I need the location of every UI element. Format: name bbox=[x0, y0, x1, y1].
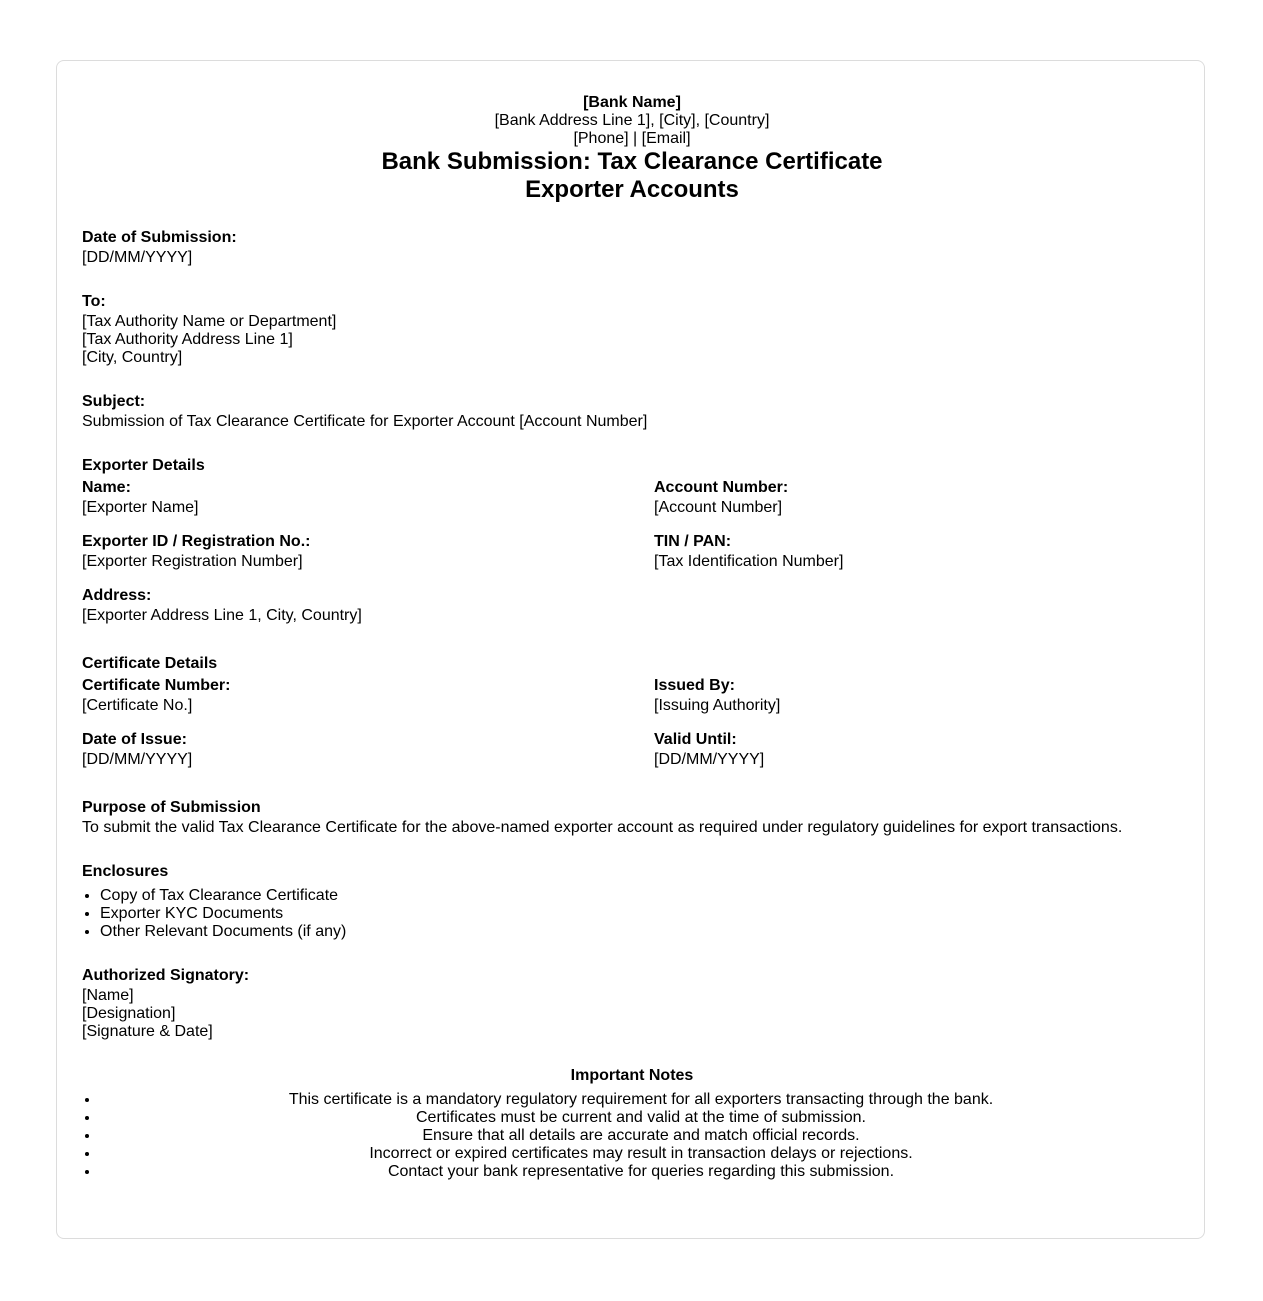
tin-pan-field bbox=[654, 531, 1182, 571]
field-value: [DD/MM/YYYY] bbox=[82, 751, 193, 768]
purpose-heading: Purpose of Submission bbox=[82, 799, 261, 816]
note-item: • Incorrect or expired certificates may result in transaction delays or rejections. bbox=[100, 1145, 1182, 1163]
recipient-line: [Tax Authority Address Line 1] bbox=[82, 331, 293, 348]
exporter-id-field bbox=[82, 531, 654, 571]
submission-date-block bbox=[82, 227, 1182, 267]
field-value: [Exporter Name] bbox=[82, 499, 199, 516]
enclosures-list bbox=[82, 887, 1182, 941]
field-label: Address: bbox=[82, 587, 152, 604]
field-value: [Account Number] bbox=[654, 499, 783, 516]
issued-by-field bbox=[654, 675, 1182, 715]
document-page bbox=[56, 60, 1205, 1239]
field-value: [DD/MM/YYYY] bbox=[654, 751, 765, 768]
field-label: Name: bbox=[82, 479, 131, 496]
exporter-address-field bbox=[82, 585, 654, 625]
exporter-details-heading: Exporter Details bbox=[82, 457, 205, 474]
field-value: [Exporter Registration Number] bbox=[82, 553, 303, 570]
field-label: Account Number: bbox=[654, 479, 789, 496]
signatory-section bbox=[82, 965, 1182, 1041]
submission-date-label: Date of Submission: bbox=[82, 229, 237, 246]
purpose-section bbox=[82, 797, 1182, 837]
recipient-block bbox=[82, 291, 1182, 367]
document-content bbox=[82, 94, 1182, 1181]
enclosures-heading: Enclosures bbox=[82, 863, 169, 880]
valid-until-field bbox=[654, 729, 1182, 769]
signatory-line: [Signature & Date] bbox=[82, 1023, 213, 1040]
note-item: • Certificates must be current and valid at the time of submission. bbox=[100, 1109, 1182, 1127]
bank-name: [Bank Name] bbox=[583, 94, 681, 111]
recipient-line: [Tax Authority Name or Department] bbox=[82, 313, 337, 330]
exporter-details-grid bbox=[82, 477, 1182, 625]
important-notes-list bbox=[82, 1091, 1182, 1181]
signatory-label: Authorized Signatory: bbox=[82, 967, 250, 984]
bank-header bbox=[82, 94, 1182, 204]
field-label: Issued By: bbox=[654, 677, 735, 694]
exporter-name-field bbox=[82, 477, 654, 517]
field-label: Date of Issue: bbox=[82, 731, 187, 748]
signatory-line: [Designation] bbox=[82, 1005, 176, 1022]
field-label: Certificate Number: bbox=[82, 677, 231, 694]
certificate-details-section bbox=[82, 653, 1182, 769]
certificate-number-field bbox=[82, 675, 654, 715]
subject-block bbox=[82, 391, 1182, 431]
subject-value: Submission of Tax Clearance Certificate for Exporter Account [Account Number] bbox=[82, 413, 648, 430]
note-item: • This certificate is a mandatory regulatory requirement for all exporters transacting through the bank. bbox=[100, 1091, 1182, 1109]
enclosure-item: • Copy of Tax Clearance Certificate bbox=[100, 887, 1182, 905]
purpose-text: To submit the valid Tax Clearance Certificate for the above-named exporter account as required under regulatory guidelines for export transactions. bbox=[82, 819, 1123, 836]
certificate-details-grid bbox=[82, 675, 1182, 769]
document-title-line2: Exporter Accounts bbox=[525, 176, 739, 203]
bank-contact: [Phone] | [Email] bbox=[573, 130, 691, 147]
note-item: • Ensure that all details are accurate and match official records. bbox=[100, 1127, 1182, 1145]
document-title-line1: Bank Submission: Tax Clearance Certificate bbox=[381, 148, 883, 175]
important-notes-heading: Important Notes bbox=[570, 1067, 694, 1084]
subject-label: Subject: bbox=[82, 393, 146, 410]
recipient-label: To: bbox=[82, 293, 106, 310]
enclosures-section bbox=[82, 861, 1182, 941]
field-label: Valid Until: bbox=[654, 731, 737, 748]
enclosure-item: • Exporter KYC Documents bbox=[100, 905, 1182, 923]
submission-date-value: [DD/MM/YYYY] bbox=[82, 249, 193, 266]
recipient-line: [City, Country] bbox=[82, 349, 183, 366]
field-value: [Certificate No.] bbox=[82, 697, 193, 714]
account-number-field bbox=[654, 477, 1182, 517]
signatory-line: [Name] bbox=[82, 987, 134, 1004]
field-label: TIN / PAN: bbox=[654, 533, 732, 550]
bank-address: [Bank Address Line 1], [City], [Country] bbox=[494, 112, 770, 129]
field-value: [Tax Identification Number] bbox=[654, 553, 844, 570]
field-value: [Exporter Address Line 1, City, Country] bbox=[82, 607, 362, 624]
exporter-details-section bbox=[82, 455, 1182, 625]
certificate-details-heading: Certificate Details bbox=[82, 655, 218, 672]
date-of-issue-field bbox=[82, 729, 654, 769]
enclosure-item: • Other Relevant Documents (if any) bbox=[100, 923, 1182, 941]
note-item: • Contact your bank representative for queries regarding this submission. bbox=[100, 1163, 1182, 1181]
field-label: Exporter ID / Registration No.: bbox=[82, 533, 311, 550]
field-value: [Issuing Authority] bbox=[654, 697, 781, 714]
important-notes-section bbox=[82, 1065, 1182, 1181]
